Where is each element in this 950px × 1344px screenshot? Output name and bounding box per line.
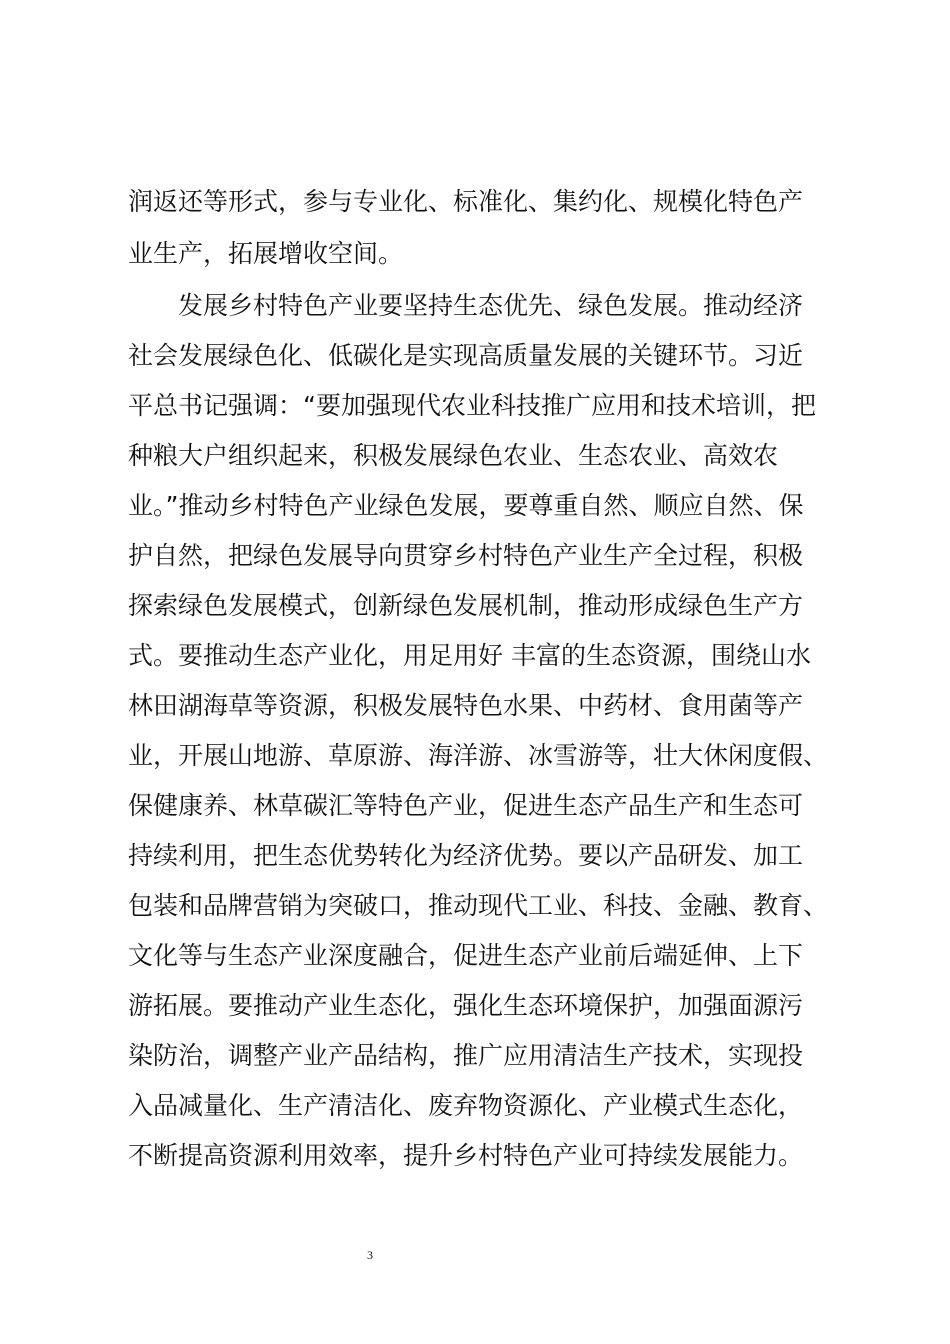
body-text-line: 平总书记强调：“要加强现代农业科技推广应用和技术培训，把 [128,391,816,420]
body-text-line: 润返还等形式，参与专业化、标准化、集约化、规模化特色产 [128,187,804,216]
body-text-line: 业生产，拓展增收空间。 [128,239,404,268]
body-text-line: 持续利用，把生态优势转化为经济优势。要以产品研发、加工 [128,841,804,870]
body-text-line: 探索绿色发展模式，创新绿色发展机制，推动形成绿色生产方 [128,591,804,620]
body-text-line: 种粮大户组织起来，积极发展绿色农业、生态农业、高效农 [128,441,779,470]
body-text-line: 业。”推动乡村特色产业绿色发展，要尊重自然、顺应自然、保 [128,491,804,520]
body-text-line: 护自然，把绿色发展导向贯穿乡村特色产业生产全过程，积极 [128,541,804,570]
body-text-line: 包装和品牌营销为突破口，推动现代工业、科技、金融、教育、 [128,891,829,920]
body-text-line: 不断提高资源利用效率，提升乡村特色产业可持续发展能力。 [128,1141,804,1170]
page-number: 3 [367,1248,373,1262]
body-text-line: 业，开展山地游、草原游、海洋游、冰雪游等，壮大休闲度假、 [128,741,829,770]
body-text-line: 林田湖海草等资源，积极发展特色水果、中药材、食用菌等产 [128,691,804,720]
body-text-line: 文化等与生态产业深度融合，促进生态产业前后端延伸、上下 [128,941,804,970]
body-text-line: 游拓展。要推动产业生态化，强化生态环境保护，加强面源污 [128,991,804,1020]
body-text-line: 式。要推动生态产业化，用足用好 丰富的生态资源，围绕山水 [128,641,811,670]
body-text-line: 入品减量化、生产清洁化、废弃物资源化、产业模式生态化， [128,1091,804,1120]
body-text-line: 社会发展绿色化、低碳化是实现高质量发展的关键环节。习近 [128,341,804,370]
body-text-line: 染防治，调整产业产品结构，推广应用清洁生产技术，实现投 [128,1041,804,1070]
body-text-line: 保健康养、林草碳汇等特色产业，促进生态产品生产和生态可 [128,791,804,820]
body-text-line: 发展乡村特色产业要坚持生态优先、绿色发展。推动经济 [128,291,804,320]
